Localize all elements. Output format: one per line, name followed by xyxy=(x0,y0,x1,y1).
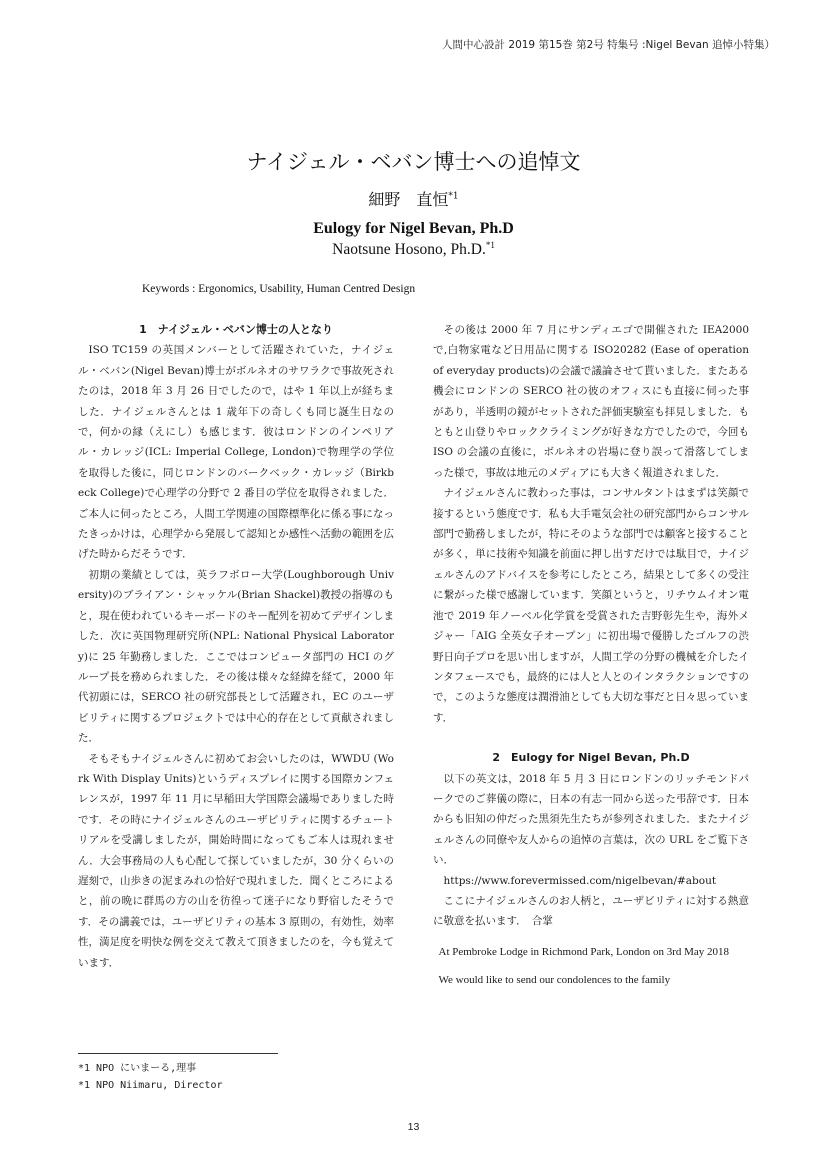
keywords: Keywords : Ergonomics, Usability, Human Centred Design xyxy=(142,283,416,295)
author-english-name: Naotsune Hosono, Ph.D. xyxy=(332,241,486,259)
author-japanese-footnote-mark: *1 xyxy=(448,191,459,202)
english-eulogy xyxy=(433,944,749,988)
footnote-divider xyxy=(78,1053,278,1054)
left-column xyxy=(78,320,394,973)
section-1-paragraph-1: ISO TC159 の英国メンバーとして活躍されていた，ナイジェル・ベバン(Nigel Bevan)博士がボルネオのサワラクで事故死されたのは，2018 年 3 月 26 日でしたので，はや 1 年以上が経ちました．ナイジェルさんとは 1 歳年下の奇しくも同じ誕生日なので，何かの縁（えにし）も感じます．彼はロンドンのインペリアル・カレッジ(ICL: Imperial College, London)で物理学の学位を取得した後に，同じロンドンのバークベック・カレッジ（Birkbeck College)で心理学の分野で 2 番目の学位を取得されました．ご本人に伺ったところ，人間工学関連の国際標準化に係る事になったきっかけは，心理学から発展して認知とか感性へ活動の範囲を広げた時からだそうです． xyxy=(78,344,394,561)
section-2-heading: 2 Eulogy for Nigel Bevan, Ph.D xyxy=(492,751,690,765)
section-1-paragraph-2: 初期の業績としては，英ラフボロー大学(Loughborough University)のブライアン・シャッケル(Brian Shackel)教授の指導のもと，現在使われているキーボードのキー配列を初めてデザインしました．次に英国物理研究所(NPL: National Physical Laboratory)に 25 年勤務しました．ここではコンピュータ部門の HCI のグループ長を務められました．その後は様々な経緯を経て，2000 年代初頭には，SERCO 社の研究部長として活躍され，EC のユーザビリティに関するプロジェクトでは中心的存在として貢献されました． xyxy=(78,568,394,745)
running-header: 人間中心設計 2019 第15巻 第2号 特集号 :Nigel Bevan 追悼小特集） xyxy=(442,39,775,51)
english-eulogy-opening: We would like to send our condolences to the family xyxy=(438,973,671,986)
author-japanese-name: 細野 直恒 xyxy=(368,190,449,209)
author-japanese xyxy=(0,187,827,210)
section-1-paragraph-5: ナイジェルさんに教わった事は，コンサルタントはまずは笑顔で接するという態度です．私も大手電気会社の研究部門からコンサル部門で勤務しましたが，特にそのような部門では顧客と接することが多く，単に技術や知識を前面に押し出すだけでは駄目で，ナイジェルさんのアドバイスを参考にしたところ，結果として多くの受注に繋がった様で感謝しています．笑顔というと，リチウムイオン電池で 2019 年ノーベル化学賞を受賞された吉野彰先生や，海外メジャー「AIG 全英女子オープン」に初出場で優勝したゴルフの渋野日向子プロを思い出しますが，人間工学の分野の機械を介したインタフェースでも，最終的には人と人とのインタラクションですので，このような態度は潤滑油としても大切な事だと日々思っています． xyxy=(433,487,749,724)
right-column xyxy=(433,320,749,988)
section-2-closing: ここにナイジェルさんのお人柄と，ユーザビリティに対する熱意に敬意を払います． 合掌 xyxy=(433,894,749,928)
author-english xyxy=(0,240,827,259)
page-number: 13 xyxy=(407,1121,420,1133)
article-title-english: Eulogy for Nigel Bevan, Ph.D xyxy=(313,220,514,237)
section-1-paragraph-3: そもそもナイジェルさんに初めてお会いしたのは，WWDU (Work With Display Units)というディスプレイに関する国際カンフェレンスが，1997 年 11 月に早稲田大学国際会議場でありました時です．その時にナイジェルさんのユーザビリティに関するチュートリアルを受講しましたが，開始時間になってもご本人は現れません．大会事務局の人も心配して探していましたが，30 分くらいの遅刻で，山歩きの泥まみれの恰好で現れました．聞くところによると，前の晩に群馬の方の山を彷徨って迷子になり野宿したそうです．その講義では，ユーザビリティの基本 3 原則の，有効性，効率性，満足度を明快な例を交えて教えて頂きましたのを，今も覚えています． xyxy=(78,752,394,969)
author-english-footnote-mark: *1 xyxy=(485,240,495,250)
footnote-japanese: *1 NPO にいまーる,理事 xyxy=(78,1063,197,1074)
english-eulogy-location: At Pembroke Lodge in Richmond Park, London on 3rd May 2018 xyxy=(438,945,730,958)
footnotes xyxy=(78,1060,223,1094)
article-title-japanese: ナイジェル・ベバン博士への追悼文 xyxy=(246,150,581,174)
section-1-paragraph-4: その後は 2000 年 7 月にサンディエゴで開催された IEA2000で,白物家電など日用品に関する ISO20282 (Ease of operation of everyday products)の会議で議論させて貰いました．またある機会にロンドンの SERCO 社の彼のオフィスにも直接に伺った事があり，半透明の鏡がセットされた評価実験室も拝見しました．もともと山登りやロッククライミングが好きな方でしたので，今回も ISO の会議の直後に，ボルネオの岩場に登り誤って滑落してしまった様で，事故は地元のメディアにも大きく報道されました． xyxy=(433,324,749,479)
footnote-english: *1 NPO Niimaru, Director xyxy=(78,1080,223,1091)
memorial-url[interactable]: https://www.forevermissed.com/nigelbevan/#about xyxy=(443,874,717,887)
section-2-paragraph-1: 以下の英文は，2018 年 5 月 3 日にロンドンのリッチモンドパークでのご葬儀の際に，日本の有志一同から送った弔辞です．日本からも旧知の仲だった黒須先生たちが参列されました．またナイジェルさんの同僚や友人からの追悼の言葉は，次の URL をご覧下さい． xyxy=(433,772,749,867)
section-1-heading: 1 ナイジェル・ベバン博士の人となり xyxy=(139,323,333,336)
